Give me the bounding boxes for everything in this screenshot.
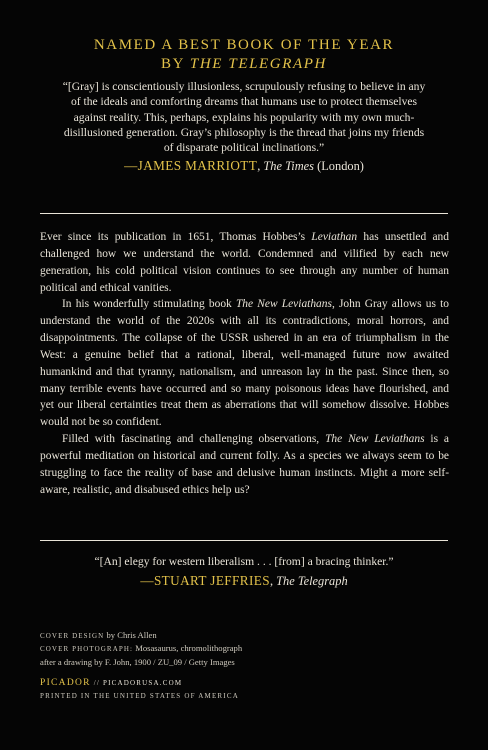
attribution-dash: — xyxy=(140,572,154,588)
description-paragraph-1 xyxy=(40,229,449,296)
description-paragraph-3 xyxy=(40,431,449,498)
attribution-outlet: The Telegraph xyxy=(276,573,348,588)
quote-text: “[Gray] is conscientiously illusionless, scrupulously refusing to believe in any of the ideals and comforting dreams that humans use to protect themselves against reality. This, perhaps, explains his popularity with my own much-disillusioned generation. Gray’s philosophy is the thread that joins my friends of disparate political inclinations.” xyxy=(62,80,426,155)
review-quote-marriott xyxy=(60,79,428,175)
publisher-footer xyxy=(40,677,448,703)
headline-line2 xyxy=(0,55,488,74)
printed-in: PRINTED IN THE UNITED STATES OF AMERICA xyxy=(40,692,239,700)
cover-photo-value: Mosasaurus, chromolithograph xyxy=(133,643,243,654)
publisher-url: PICADORUSA.COM xyxy=(103,679,183,687)
headline-line1: NAMED A BEST BOOK OF THE YEAR xyxy=(93,37,395,53)
p1-text-a: Ever since its publication in 1651, Thomas Hobbes’s xyxy=(40,231,312,243)
attribution-location: (London) xyxy=(314,159,364,174)
divider-bottom xyxy=(40,540,448,541)
quote-attribution xyxy=(60,158,428,174)
description xyxy=(40,229,449,499)
cover-design-credit xyxy=(40,629,448,642)
headline-publication: THE TELEGRAPH xyxy=(189,56,327,72)
cover-credits xyxy=(40,629,448,668)
p2-text-b: , John Gray allows us to understand the world of the 2020s with all its contradictions, moral horrors, and disappointments. The collapse of the USSR ushered in an era of triumphalism in the West: a genuine belief that a rational, liberal, well-managed future now awaited humankind and that tyranny, nationalism, and unreason lay in the past. Since then, so many terrible events have occurred and so many poisonous ideas have flourished, and yet our liberal certainties treat them as aberrations that will somehow dissolve. Hobbes would not be so confident. xyxy=(40,298,450,429)
divider-top xyxy=(40,213,448,214)
attribution-outlet: The Times xyxy=(263,159,315,174)
quote-attribution xyxy=(40,573,448,590)
p2-text-a: In his wonderfully stimulating book xyxy=(62,298,236,311)
attribution-dash: — xyxy=(124,158,138,174)
publisher-logo: PICADOR xyxy=(40,678,91,688)
attribution-separator: , xyxy=(257,159,264,174)
attribution-name: STUART JEFFRIES xyxy=(153,572,270,588)
cover-photo-credit-line2: after a drawing by F. John, 1900 / ZU_09 / Getty Images xyxy=(40,656,235,667)
p1-book-title: Leviathan xyxy=(311,231,358,243)
cover-photo-credit xyxy=(40,642,448,655)
p3-text-b: is a powerful meditation on historical and current folly. As a species we always seem to be struggling to face the reality of base and delusive human instincts. Might a more self-aware, realistic, and disabused ethics help us? xyxy=(40,433,450,496)
attribution-separator: , xyxy=(269,573,277,588)
attribution-name: JAMES MARRIOTT xyxy=(137,158,258,174)
review-quote-jeffries xyxy=(40,554,448,589)
publisher-separator: // xyxy=(90,679,104,687)
p1-text-b: has unsettled and challenged how we understand the world. Condemned and vilified by each new generation, his cold political vision continues to see through any number of human political and ethical vanities. xyxy=(40,231,449,294)
p3-book-title: The New Leviathans xyxy=(325,433,425,446)
cover-design-label: COVER DESIGN xyxy=(40,632,105,640)
publisher-line xyxy=(40,677,448,690)
headline-by: BY xyxy=(161,56,190,72)
cover-design-value: by Chris Allen xyxy=(104,630,157,640)
cover-photo-label: COVER PHOTOGRAPH: xyxy=(40,645,134,654)
headline xyxy=(0,36,488,74)
p3-text-a: Filled with fascinating and challenging observations, xyxy=(62,433,326,446)
p2-book-title: The New Leviathans xyxy=(235,298,332,311)
quote-text: “[An] elegy for western liberalism . . . [from] a bracing thinker.” xyxy=(94,555,394,568)
description-paragraph-2 xyxy=(40,296,449,431)
